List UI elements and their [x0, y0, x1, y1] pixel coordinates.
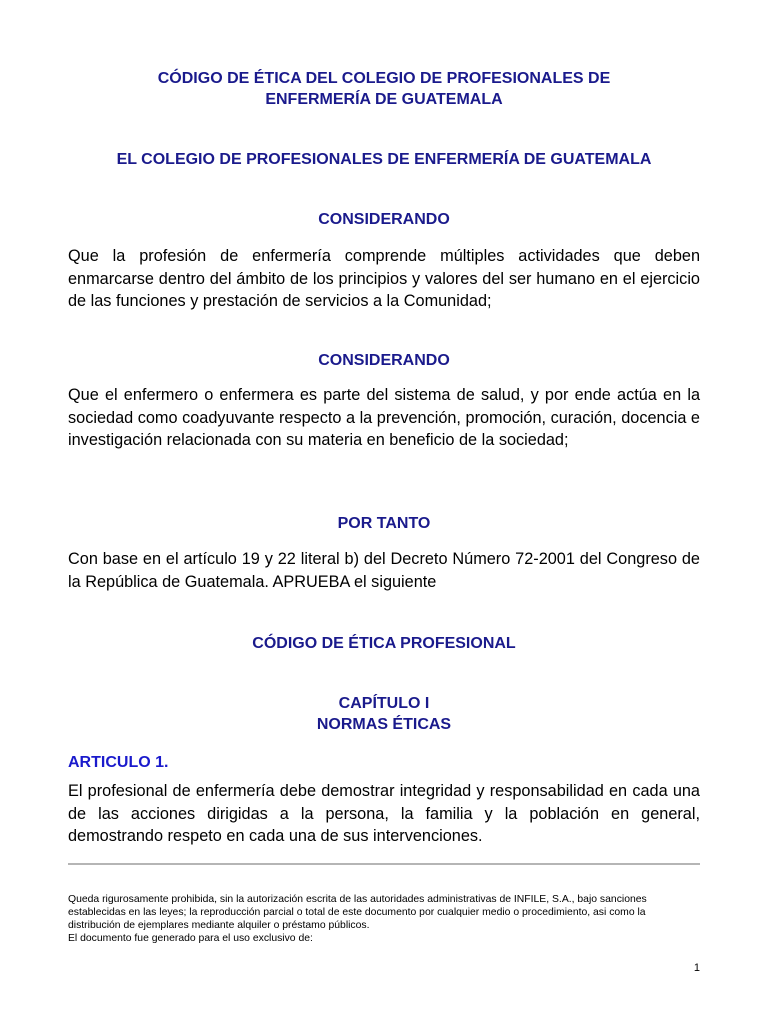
considerando-1-heading: CONSIDERANDO [318, 211, 450, 228]
considerando-2-text: Que el enfermero o enfermera es parte del sistema de salud, y por ende actúa en la sociedad como coadyuvante respecto a la prevención, promoción, curación, docencia e investigación relacionada con su materia en beneficio de la sociedad; [68, 386, 700, 449]
code-title: CÓDIGO DE ÉTICA PROFESIONAL [252, 635, 516, 652]
issuer-heading: EL COLEGIO DE PROFESIONALES DE ENFERMERÍA DE GUATEMALA [116, 151, 652, 168]
footer-line-2: establecidas en las leyes; la reproducción parcial o total de este documento por cualquier medio o procedimiento, asi como la [68, 907, 646, 918]
footer-divider [68, 863, 700, 865]
document-title-line-2: ENFERMERÍA DE GUATEMALA [265, 91, 503, 108]
article-1-heading: ARTICULO 1. [68, 754, 169, 771]
document-title-line-1: CÓDIGO DE ÉTICA DEL COLEGIO DE PROFESIONALES DE [157, 70, 611, 87]
chapter-heading [68, 693, 700, 735]
considerando-2-heading: CONSIDERANDO [318, 352, 450, 369]
footer-line-1: Queda rigurosamente prohibida, sin la autorización escrita de las autoridades administrativas de INFILE, S.A., bajo sanciones [68, 894, 647, 905]
considerando-1-text: Que la profesión de enfermería comprende múltiples actividades que deben enmarcarse dentro del ámbito de los principios y valores del ser humano en el ejercicio de las funciones y prestación de servicios a la Comunidad; [68, 247, 700, 310]
por-tanto-text: Con base en el artículo 19 y 22 literal b) del Decreto Número 72-2001 del Congreso de la República de Guatemala. APRUEBA el siguiente [68, 550, 700, 591]
chapter-name: NORMAS ÉTICAS [316, 716, 452, 733]
article-1-text: El profesional de enfermería debe demostrar integridad y responsabilidad en cada una de las acciones dirigidas a la persona, la familia y la población en general, demostrando respeto en cada una de sus intervenciones. [68, 782, 700, 845]
page-number: 1 [693, 962, 700, 974]
footer-line-3: distribución de ejemplares mediante alquiler o préstamo públicos. [68, 920, 370, 931]
por-tanto-heading: POR TANTO [337, 515, 431, 532]
footer-line-4: El documento fue generado para el uso exclusivo de: [68, 933, 313, 944]
chapter-number: CAPÍTULO I [338, 695, 430, 712]
footer-notice [68, 893, 708, 945]
document-title [68, 68, 700, 110]
